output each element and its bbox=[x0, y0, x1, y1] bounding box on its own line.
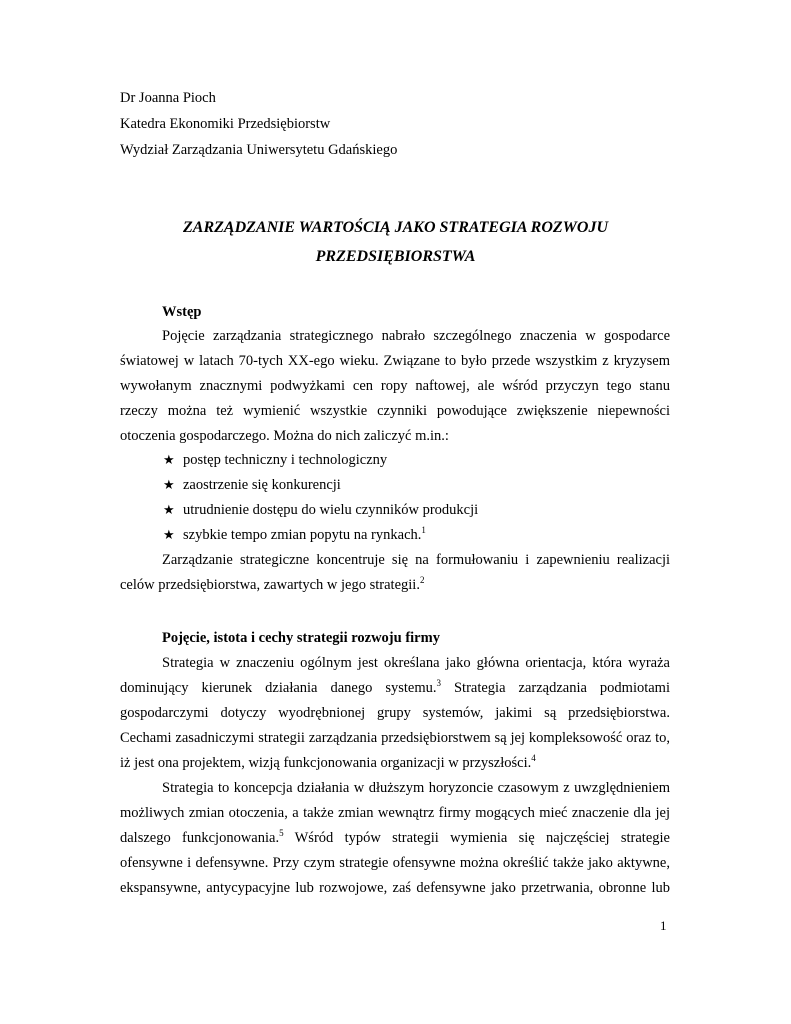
paragraph-line bbox=[120, 829, 670, 847]
paragraph-line: ofensywne i defensywne. Przy czym strategie ofensywne można określić także jako aktywne, bbox=[120, 855, 670, 871]
star-bullet-icon: ★ bbox=[163, 527, 175, 542]
paragraph-text: celów przedsiębiorstwa, zawartych w jego strategii. bbox=[120, 577, 420, 593]
document-title-line-1: ZARZĄDZANIE WARTOŚCIĄ JAKO STRATEGIA ROZWOJU bbox=[183, 219, 608, 236]
paragraph-line bbox=[120, 754, 670, 772]
list-item-text: utrudnienie dostępu do wielu czynników produkcji bbox=[183, 502, 479, 518]
document-title-line-2: PRZEDSIĘBIORSTWA bbox=[315, 248, 476, 265]
author-faculty: Wydział Zarządzania Uniwersytetu Gdańskiego bbox=[120, 142, 398, 158]
star-bullet-icon: ★ bbox=[163, 502, 175, 517]
footnote-ref: 1 bbox=[421, 525, 426, 535]
author-name: Dr Joanna Pioch bbox=[120, 90, 216, 106]
paragraph-line: światowej w latach 70-tych XX-ego wieku. Związane to było przede wszystkim z kryzysem bbox=[120, 353, 670, 369]
list-item bbox=[163, 476, 341, 494]
paragraph-text: Strategia zarządzania podmiotami bbox=[441, 680, 670, 696]
star-bullet-icon: ★ bbox=[163, 477, 175, 492]
paragraph-text: dalszego funkcjonowania. bbox=[120, 830, 280, 846]
footnote-ref: 4 bbox=[531, 753, 536, 763]
list-item-text: postęp techniczny i technologiczny bbox=[183, 452, 388, 468]
paragraph-text: Wśród typów strategii wymienia się najczęściej strategie bbox=[283, 830, 670, 846]
star-bullet-icon: ★ bbox=[163, 452, 175, 467]
list-item bbox=[163, 526, 426, 544]
paragraph-line: wywołanym znacznymi podwyżkami cen ropy naftowej, ale wśród przyczyn tego stanu bbox=[120, 378, 670, 394]
paragraph-line: Zarządzanie strategiczne koncentruje się na formułowaniu i zapewnieniu realizacji bbox=[162, 552, 670, 568]
paragraph-line bbox=[120, 576, 670, 594]
paragraph-line: Strategia w znaczeniu ogólnym jest określana jako główna orientacja, która wyraża bbox=[162, 655, 670, 671]
paragraph-text: iż jest ona projektem, wizją funkcjonowania organizacji w przyszłości. bbox=[120, 755, 532, 771]
footnote-ref: 5 bbox=[279, 828, 284, 838]
list-item-text: zaostrzenie się konkurencji bbox=[183, 477, 341, 493]
paragraph-line bbox=[120, 679, 670, 697]
paragraph-line: możliwych zmian otoczenia, a także zmian wewnątrz firmy mogących mieć znaczenie dla jej bbox=[120, 805, 670, 821]
page-number: 1 bbox=[660, 918, 667, 933]
section-heading-introduction: Wstęp bbox=[162, 304, 202, 320]
list-item bbox=[163, 501, 478, 519]
paragraph-line: Pojęcie zarządzania strategicznego nabrało szczególnego znaczenia w gospodarce bbox=[162, 328, 670, 344]
list-item-text: szybkie tempo zmian popytu na rynkach. bbox=[183, 527, 422, 543]
paragraph-line: ekspansywne, antycypacyjne lub rozwojowe, zaś defensywne jako przetrwania, obronne lub bbox=[120, 880, 670, 896]
footnote-ref: 3 bbox=[436, 678, 441, 688]
paragraph-line: gospodarczymi dotyczy wyodrębnionej grupy systemów, jakimi są przedsiębiorstwa. bbox=[120, 705, 670, 721]
paragraph-line: Strategia to koncepcja działania w dłuższym horyzoncie czasowym z uwzględnieniem bbox=[162, 780, 670, 796]
paragraph-text: dominujący kierunek działania danego systemu. bbox=[120, 680, 437, 696]
list-item bbox=[163, 451, 387, 469]
author-department: Katedra Ekonomiki Przedsiębiorstw bbox=[120, 116, 331, 132]
paragraph-line: rzeczy można też wymienić wszystkie czynniki powodujące zwiększenie niepewności bbox=[120, 403, 670, 419]
section-heading-strategy: Pojęcie, istota i cechy strategii rozwoju firmy bbox=[162, 630, 440, 646]
paragraph-line: otoczenia gospodarczego. Można do nich zaliczyć m.in.: bbox=[120, 428, 449, 444]
paragraph-line: Cechami zasadniczymi strategii zarządzania przedsiębiorstwem są jej kompleksowość oraz to, bbox=[120, 730, 670, 746]
footnote-ref: 2 bbox=[419, 575, 425, 585]
